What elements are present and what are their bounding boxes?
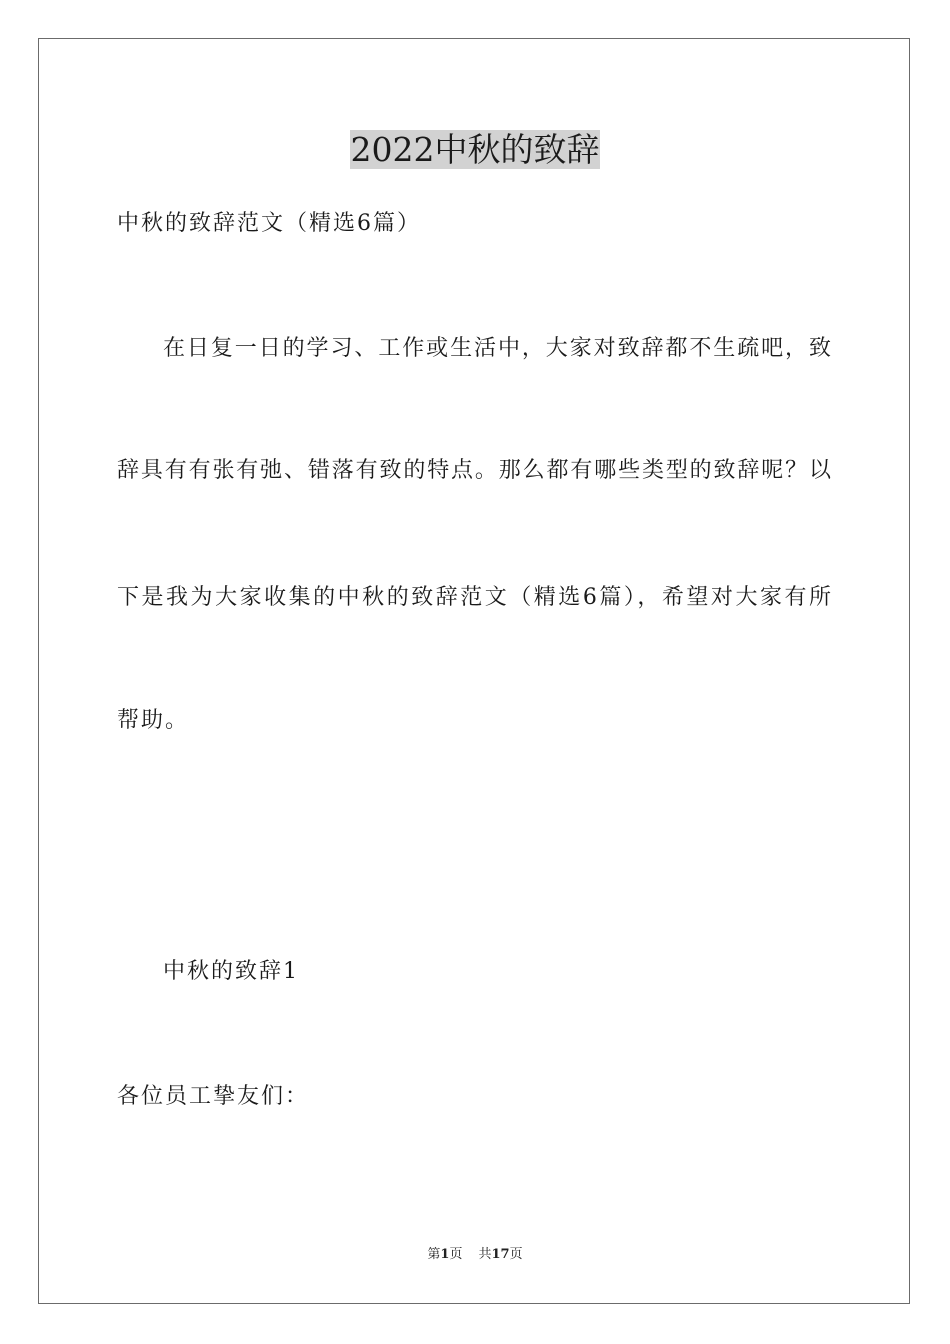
- footer-total-pages: 17: [491, 1247, 510, 1262]
- page-footer: [0, 1246, 950, 1264]
- document-title-text: 2022中秋的致辞: [350, 130, 600, 169]
- footer-page-number: 1: [440, 1247, 450, 1262]
- intro-line-2: 辞具有有张有弛、错落有致的特点。那么都有哪些类型的致辞呢？以: [117, 458, 831, 483]
- greeting-line: 各位员工挚友们：: [117, 1084, 310, 1109]
- footer-total-unit: 页: [509, 1247, 523, 1262]
- intro-line-4: 帮助。: [117, 708, 190, 733]
- section-heading: 中秋的致辞1: [163, 959, 299, 984]
- footer-total-prefix: 共: [478, 1247, 492, 1262]
- document-title: [0, 128, 950, 172]
- intro-line-1: 在日复一日的学习、工作或生活中，大家对致辞都不生疏吧，致: [163, 336, 831, 361]
- document-subtitle: 中秋的致辞范文（精选6篇）: [117, 211, 421, 236]
- intro-line-3: 下是我为大家收集的中秋的致辞范文（精选6篇），希望对大家有所: [117, 585, 831, 610]
- footer-page-prefix: 第: [427, 1247, 441, 1262]
- footer-page-unit: 页: [449, 1247, 463, 1262]
